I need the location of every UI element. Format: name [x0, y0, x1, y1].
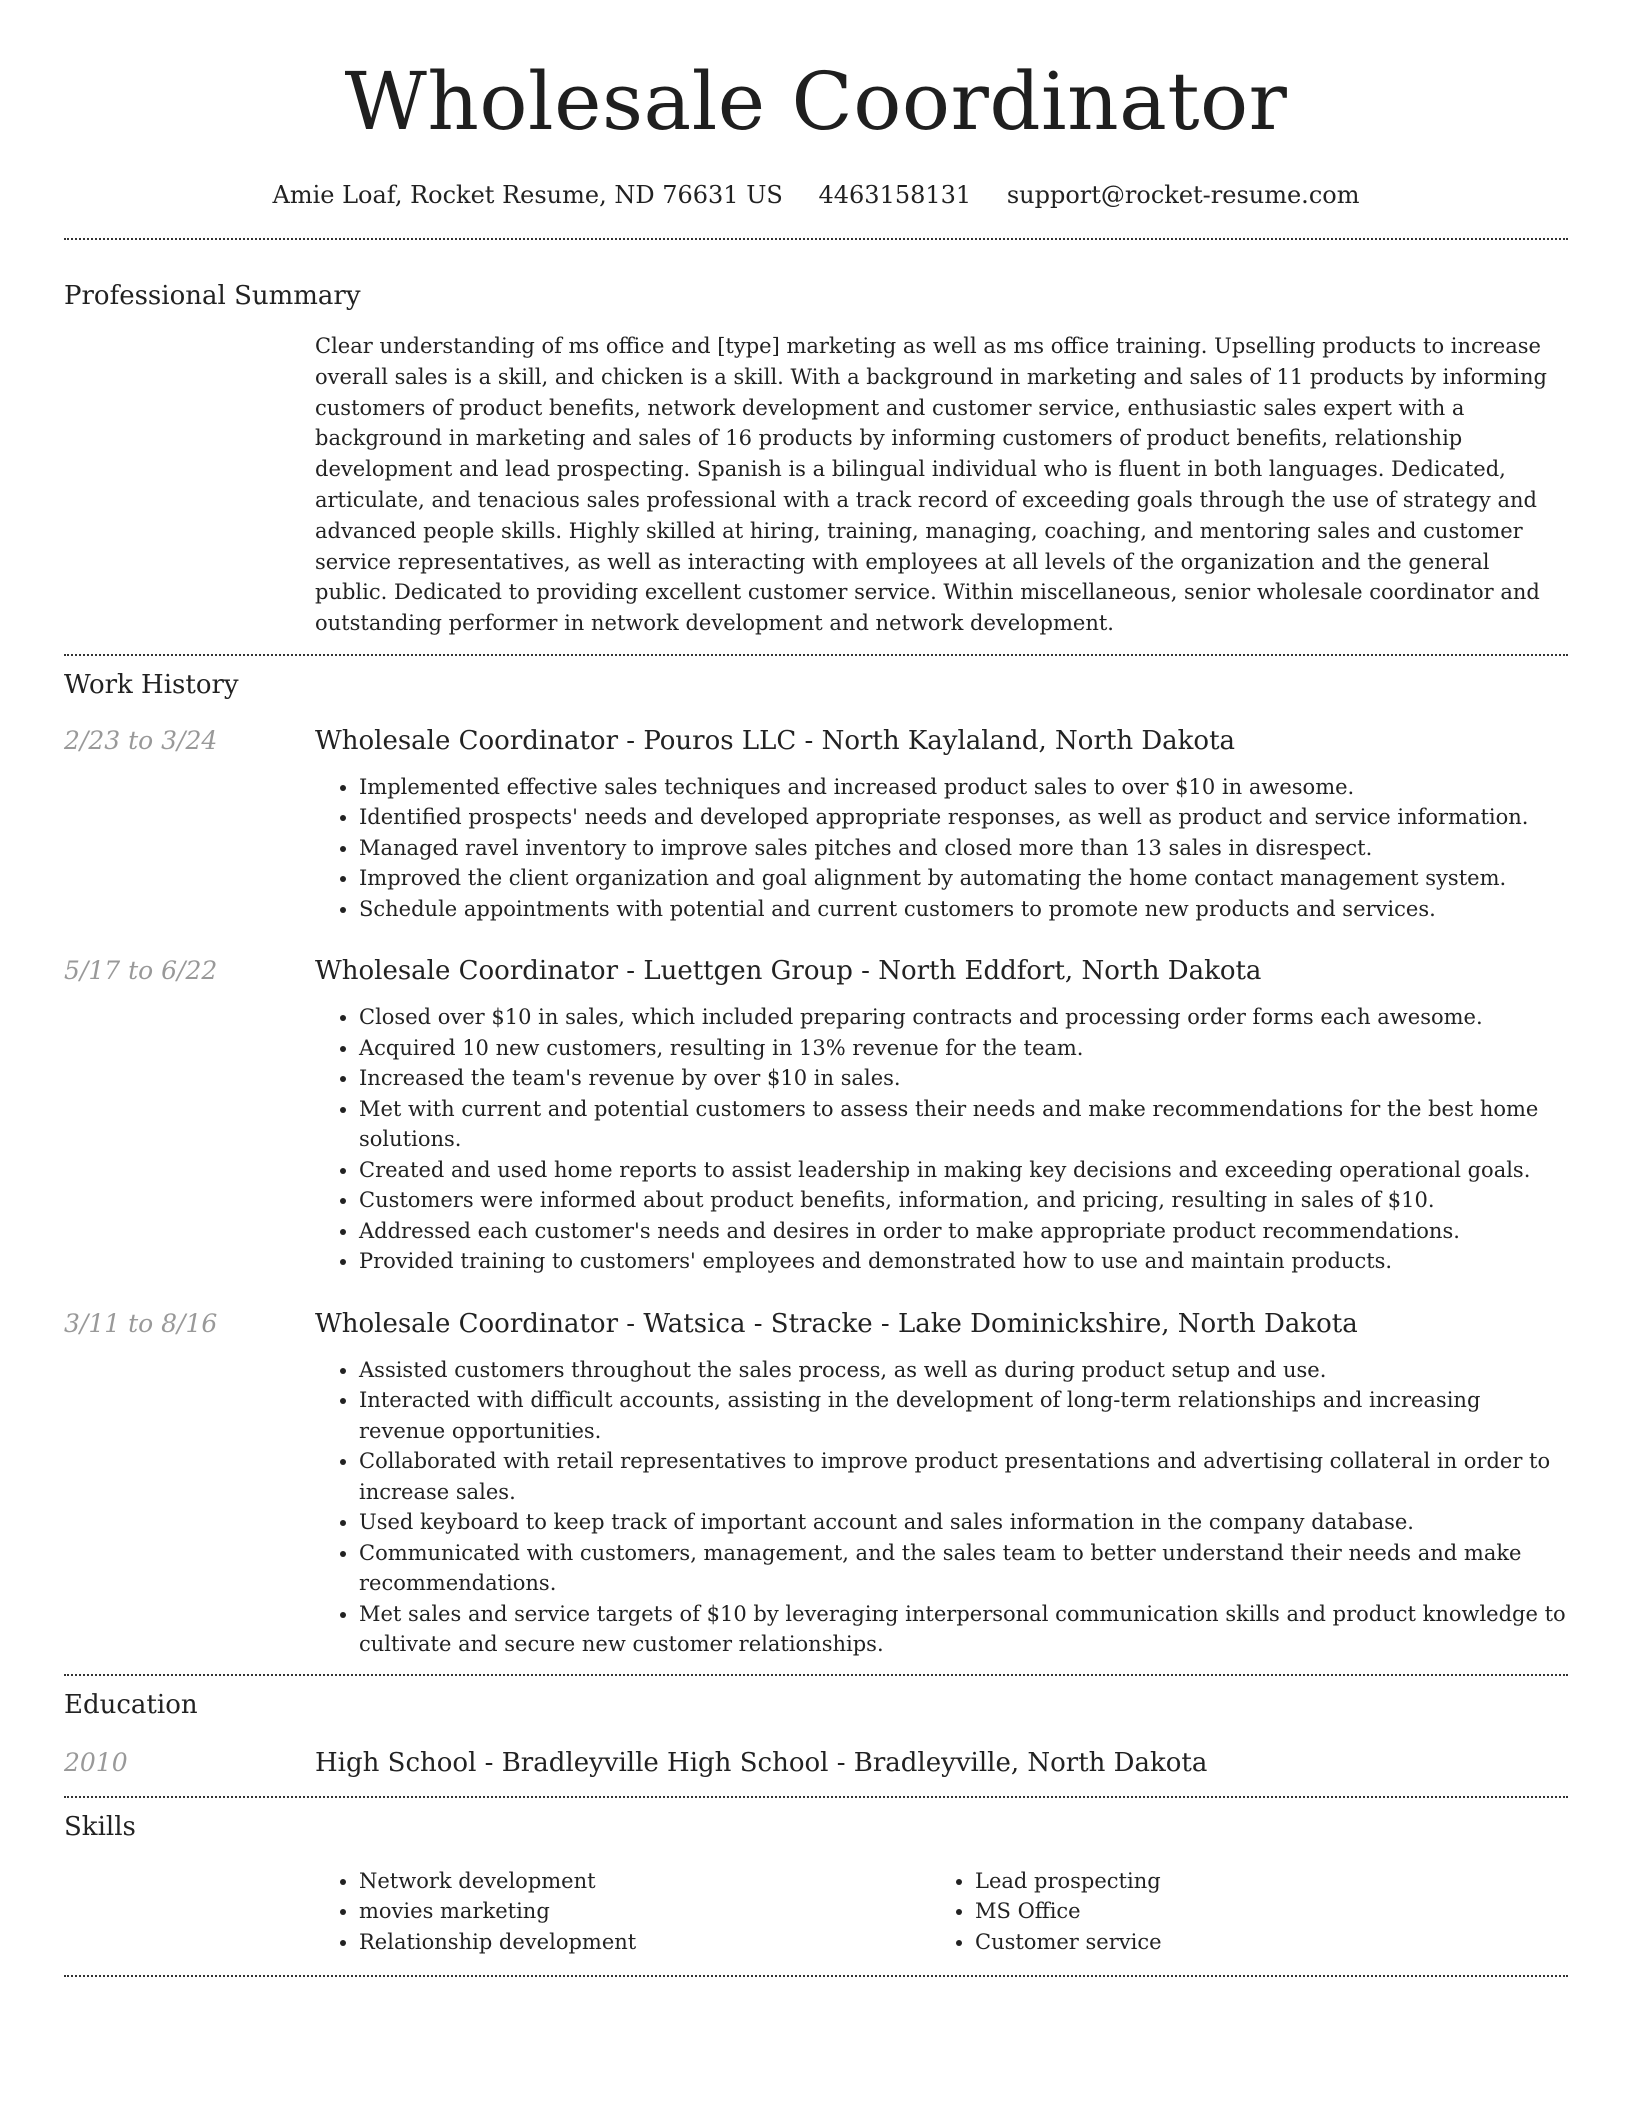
job-dates: 3/11 to 8/16 — [64, 1308, 218, 1338]
list-item: • Used keyboard to keep track of important account and sales information in the company database. — [359, 1507, 1568, 1538]
job-bullets — [315, 1355, 1568, 1660]
job-title: Wholesale Coordinator - Luettgen Group - North Eddfort, North Dakota — [315, 956, 1262, 987]
contact-email: support@rocket-resume.com — [1006, 181, 1360, 209]
list-item: • Schedule appointments with potential and current customers to promote new products and services. — [359, 894, 1568, 925]
section-title-education: Education — [64, 1689, 198, 1720]
list-item: • Implemented effective sales techniques and increased product sales to over $10 in awesome. — [359, 772, 1568, 803]
contact-address: Amie Loaf, Rocket Resume, ND 76631 US — [272, 181, 783, 209]
list-item: • Identified prospects' needs and developed appropriate responses, as well as product and service information. — [359, 802, 1568, 833]
divider — [64, 1975, 1568, 1977]
divider — [64, 238, 1568, 240]
divider — [64, 1674, 1568, 1676]
job-entry — [64, 1307, 1568, 1660]
list-item: • Increased the team's revenue by over $10 in sales. — [359, 1063, 1568, 1094]
list-item: • Met with current and potential customers to assess their needs and make recommendations for the best home solutions. — [359, 1094, 1568, 1155]
list-item: • Acquired 10 new customers, resulting in 13% revenue for the team. — [359, 1033, 1568, 1064]
job-title: Wholesale Coordinator - Watsica - Stracke - Lake Dominickshire, North Dakota — [315, 1308, 1358, 1339]
education-title: High School - Bradleyville High School - Bradleyville, North Dakota — [315, 1747, 1208, 1778]
skills-column-right — [931, 1866, 1547, 1958]
skill-item: • Network development — [359, 1866, 931, 1897]
list-item: • Closed over $10 in sales, which included preparing contracts and processing order forms each awesome. — [359, 1002, 1568, 1033]
summary-text: Clear understanding of ms office and [type] marketing as well as ms office training. Upselling products to increase overall sales is a skill, and chicken is a skill. With a background in marketing and sales of 11 products by informing customers of product benefits, network development and customer service, enthusiastic sales expert with a background in marketing and sales of 16 products by informing customers of product benefits, relationship development and lead prospecting. Spanish is a bilingual individual who is fluent in both languages. Dedicated, articulate, and tenacious sales professional with a track record of exceeding goals through the use of strategy and advanced people skills. Highly skilled at hiring, training, managing, coaching, and mentoring sales and customer service representatives, as well as interacting with employees at all levels of the organization and the general public. Dedicated to providing excellent customer service. Within miscellaneous, senior wholesale coordinator and outstanding performer in network development and network development. — [315, 334, 1547, 636]
list-item: • Met sales and service targets of $10 by leveraging interpersonal communication skills and product knowledge to cultivate and secure new customer relationships. — [359, 1599, 1568, 1660]
skills-column-left — [315, 1866, 931, 1958]
job-bullets — [315, 1002, 1568, 1277]
list-item: • Created and used home reports to assist leadership in making key decisions and exceeding operational goals. — [359, 1155, 1568, 1186]
job-title: Wholesale Coordinator - Pouros LLC - North Kaylaland, North Dakota — [315, 725, 1236, 756]
list-item: • Provided training to customers' employees and demonstrated how to use and maintain products. — [359, 1246, 1568, 1277]
list-item: • Improved the client organization and goal alignment by automating the home contact management system. — [359, 863, 1568, 894]
skill-item: • Customer service — [975, 1927, 1547, 1958]
list-item: • Customers were informed about product benefits, information, and pricing, resulting in sales of $10. — [359, 1185, 1568, 1216]
skills-list — [315, 1866, 1568, 1958]
job-entry — [64, 724, 1568, 925]
job-dates: 2/23 to 3/24 — [64, 725, 218, 755]
skill-item: • MS Office — [975, 1896, 1547, 1927]
list-item: • Communicated with customers, management, and the sales team to better understand their needs and make recommendations. — [359, 1538, 1568, 1599]
job-dates: 5/17 to 6/22 — [64, 956, 218, 986]
list-item: • Interacted with difficult accounts, assisting in the development of long-term relationships and increasing revenue opportunities. — [359, 1385, 1568, 1446]
divider — [64, 654, 1568, 656]
divider — [64, 1796, 1568, 1798]
section-title-work-history: Work History — [64, 669, 239, 700]
section-title-skills: Skills — [64, 1811, 136, 1842]
job-bullets — [315, 772, 1568, 925]
resume-title: Wholesale Coordinator — [344, 55, 1288, 148]
education-entry — [64, 1746, 1568, 1780]
contact-phone: 4463158131 — [818, 181, 972, 209]
education-date: 2010 — [64, 1747, 128, 1777]
list-item: • Managed ravel inventory to improve sales pitches and closed more than 13 sales in disrespect. — [359, 833, 1568, 864]
list-item: • Assisted customers throughout the sales process, as well as during product setup and use. — [359, 1355, 1568, 1386]
list-item: • Collaborated with retail representatives to improve product presentations and advertising collateral in order to increase sales. — [359, 1446, 1568, 1507]
job-entry — [64, 954, 1568, 1277]
contact-line — [64, 178, 1568, 212]
section-title-summary: Professional Summary — [64, 281, 361, 311]
skill-item: • Relationship development — [359, 1927, 931, 1958]
skill-item: • movies marketing — [359, 1896, 931, 1927]
list-item: • Addressed each customer's needs and desires in order to make appropriate product recommendations. — [359, 1216, 1568, 1247]
skill-item: • Lead prospecting — [975, 1866, 1547, 1897]
